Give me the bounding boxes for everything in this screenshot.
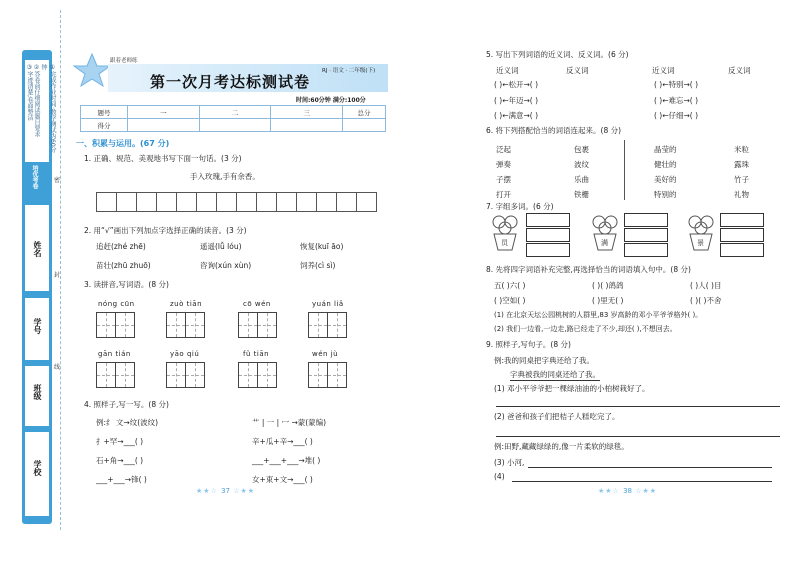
q6-col-1[interactable]: 泛起 弹奏 子摆 打开	[496, 145, 511, 199]
q8-text: 8. 先将四字词语补充完整,再选择恰当的词语填入句中。(8 分)	[486, 265, 691, 274]
seal-line	[60, 10, 61, 530]
table-score-label: 得分	[81, 119, 128, 132]
field-id-label: 学号	[33, 318, 42, 334]
q8-idiom[interactable]: ( )空如( )	[494, 296, 526, 305]
binding-badge: 培优考卷	[31, 165, 38, 189]
field-school-label: 学校	[33, 460, 42, 476]
q7-answer-box[interactable]	[720, 213, 764, 227]
pinyin-label: zuò tiān	[170, 300, 203, 308]
field-box-id[interactable]	[25, 298, 49, 360]
field-box-name[interactable]	[25, 205, 49, 291]
answer-line[interactable]	[528, 467, 772, 468]
tian-grid[interactable]	[166, 362, 205, 388]
q7-text: 7. 字组多词。(6 分)	[486, 202, 554, 211]
seal-word-2: 封	[54, 272, 61, 279]
q8-idiom[interactable]: ( )人( )目	[690, 281, 722, 290]
q9-example: 例:我的同桌把字典还给了我。	[494, 356, 595, 365]
page-number-right: ★★☆ 38 ☆★★	[598, 487, 658, 495]
notes-box	[25, 60, 56, 162]
q2-text: 2. 用“√”画出下列加点字选择正确的读音。(3 分)	[84, 226, 247, 235]
q5-row[interactable]: ( )←满意→( )	[494, 111, 539, 120]
q7-answer-box[interactable]	[624, 228, 668, 242]
field-class-label: 班级	[33, 384, 42, 400]
pinyin-label: cō wén	[243, 300, 271, 308]
pinyin-label: fǔ tiān	[243, 350, 270, 358]
q5-row[interactable]: ( )←仔细→( )	[654, 111, 699, 120]
q2-item[interactable]: 饲养(cì sì)	[300, 261, 336, 270]
q1-text: 1. 正确、规范、美观地书写下面一句话。(3 分)	[84, 154, 242, 163]
q5-row[interactable]: ( )←年迈→( )	[494, 96, 539, 105]
q9-sentence: (3) 小河,	[494, 458, 525, 467]
score-cell[interactable]	[199, 119, 271, 132]
q4-line[interactable]: ___+___→锋( )	[96, 475, 147, 484]
edition-text: RJ · 语文 · 二年级(下)	[322, 68, 376, 74]
q7-answer-box[interactable]	[526, 213, 570, 227]
tian-grid[interactable]	[166, 312, 205, 338]
star-logo-icon	[72, 52, 112, 88]
pot-char: 景	[697, 239, 704, 247]
score-table	[80, 105, 386, 132]
pinyin-label: gān tián	[98, 350, 131, 358]
page-number-left: ★★☆ 37 ☆★★	[196, 487, 256, 495]
q8-idiom[interactable]: ( )( )不舍	[690, 296, 722, 305]
q9-sentence: (2) 爸爸和孩子们把桔子人糕吃完了。	[494, 412, 620, 421]
table-head-cell: 总分	[343, 106, 386, 119]
section-1-heading: 一、积累与运用。(67 分)	[76, 139, 170, 148]
q4-line[interactable]: 石+角→___( )	[96, 456, 144, 465]
table-head-cell: 二	[199, 106, 271, 119]
score-cell[interactable]	[343, 119, 386, 132]
q9-sentence: (1) 邓小平爷爷把一棵绿油油的小柏树栽好了。	[494, 384, 650, 393]
q6-col-3[interactable]: 晶莹的 健壮的 美好的 特别的	[654, 145, 677, 199]
q7-answer-box[interactable]	[720, 243, 764, 257]
q4-line[interactable]: 女+束+文→___( )	[252, 475, 313, 484]
tian-grid[interactable]	[96, 362, 135, 388]
brand-text: 跟着老师练	[110, 58, 138, 64]
q1-sentence: 手入玫瑰,手有余香。	[190, 172, 260, 181]
pot-char: 满	[601, 239, 608, 247]
q2-item[interactable]: 咨询(xún xùn)	[200, 261, 252, 270]
q5-row[interactable]: ( )←松开→( )	[494, 80, 539, 89]
q5-text: 5. 写出下列词语的近义词、反义词。(6 分)	[486, 50, 629, 59]
writing-grid[interactable]	[96, 192, 377, 212]
q9-sentence: (4)	[494, 472, 505, 481]
q5-head: 反义词	[728, 66, 751, 75]
q8-sentence[interactable]: (2) 我们一边看,一边走,路已经走了不少,却还( ),不想回去。	[494, 325, 677, 333]
seal-word-3: 线	[54, 364, 61, 371]
q9-text: 9. 照样子,写句子。(8 分)	[486, 340, 571, 349]
q7-answer-box[interactable]	[624, 213, 668, 227]
pinyin-label: nóng cūn	[98, 300, 135, 308]
table-head-cell: 三	[271, 106, 343, 119]
page-title: 第一次月考达标测试卷	[150, 73, 311, 91]
q6-col-2[interactable]: 包裹 波纹 乐曲 铁栅	[574, 145, 589, 199]
score-cell[interactable]	[128, 119, 200, 132]
q5-head: 近义词	[496, 66, 519, 75]
q4-line[interactable]: 扌+罕→___( )	[96, 437, 144, 446]
q7-answer-box[interactable]	[526, 228, 570, 242]
q5-row[interactable]: ( )←难忘→( )	[654, 96, 699, 105]
q8-idiom[interactable]: 五( )六( )	[494, 281, 526, 290]
tian-grid[interactable]	[238, 312, 277, 338]
field-box-school[interactable]	[25, 432, 49, 516]
field-name-label: 姓名	[33, 241, 42, 257]
q9-example: 例:田野,藏藏绿绿的,像一片柔软的绿毯。	[494, 442, 629, 451]
q7-answer-box[interactable]	[526, 243, 570, 257]
note-2: ②答卷前仔细阅读题目要求	[33, 64, 40, 137]
q5-row[interactable]: ( )←特别→( )	[654, 80, 699, 89]
tian-grid[interactable]	[238, 362, 277, 388]
note-3: ③字迹清楚,卷面整洁	[26, 64, 33, 121]
pinyin-label: yuán liǎ	[312, 300, 344, 308]
q2-item[interactable]: 苗壮(zhū zhuō)	[96, 261, 151, 270]
q2-item[interactable]: 恢复(kuī āo)	[300, 242, 344, 251]
q3-text: 3. 读拼音,写词语。(8 分)	[84, 280, 169, 289]
q4-example: 艹 | 一 | 冖 →蒙(蒙编)	[252, 418, 327, 427]
q8-idiom[interactable]: ( )( )鸽鸽	[592, 281, 624, 290]
tian-grid[interactable]	[308, 362, 347, 388]
seal-word-1: 密	[54, 177, 61, 184]
note-1: ①完成作业时间:数学测试为60分钟	[40, 64, 56, 153]
q7-answer-box[interactable]	[720, 228, 764, 242]
q8-sentence[interactable]: (1) 在北京天坛公园桃树的人群里,83 岁高龄的邓小平爷爷格外( )。	[494, 311, 703, 319]
field-box-class[interactable]	[25, 366, 49, 426]
score-cell[interactable]	[271, 119, 343, 132]
flower-pot-2	[590, 214, 620, 254]
answer-line[interactable]	[512, 481, 772, 482]
q6-divider	[624, 140, 625, 200]
q6-col-4[interactable]: 米粒 露珠 竹子 礼物	[734, 145, 749, 199]
pinyin-label: yāo qiú	[170, 350, 200, 358]
table-head-cell: 题号	[81, 106, 128, 119]
q9-example-answer: 字典被我的同桌还给了我。	[510, 370, 600, 379]
pinyin-label: wén jù	[312, 350, 339, 358]
q4-text: 4. 照样子,写一写。(8 分)	[84, 400, 169, 409]
answer-line[interactable]	[496, 406, 780, 407]
q8-idiom[interactable]: ( )里无( )	[592, 296, 624, 305]
table-head-cell: 一	[128, 106, 200, 119]
q4-line[interactable]: 辛+瓜+辛→___( )	[252, 437, 313, 446]
flower-pot-3	[686, 214, 716, 254]
pot-char: 员	[501, 239, 508, 247]
tian-grid[interactable]	[308, 312, 347, 338]
q5-head: 近义词	[652, 66, 675, 75]
q4-line[interactable]: ___+___+___→堆( )	[252, 456, 321, 465]
flower-pot-1	[490, 214, 520, 254]
q2-item[interactable]: 追赶(zhé zhē)	[96, 242, 146, 251]
tian-grid[interactable]	[96, 312, 135, 338]
q4-example: 例:纟 文→纹(波纹)	[96, 418, 159, 427]
time-score: 时间:60分钟 满分:100分	[296, 97, 366, 104]
q6-text: 6. 将下列搭配恰当的词语连起来。(8 分)	[486, 126, 622, 135]
q7-answer-box[interactable]	[624, 243, 668, 257]
q2-item[interactable]: 遥遥(lǚ lóu)	[200, 242, 242, 251]
answer-line[interactable]	[496, 436, 780, 437]
q5-head: 反义词	[566, 66, 589, 75]
